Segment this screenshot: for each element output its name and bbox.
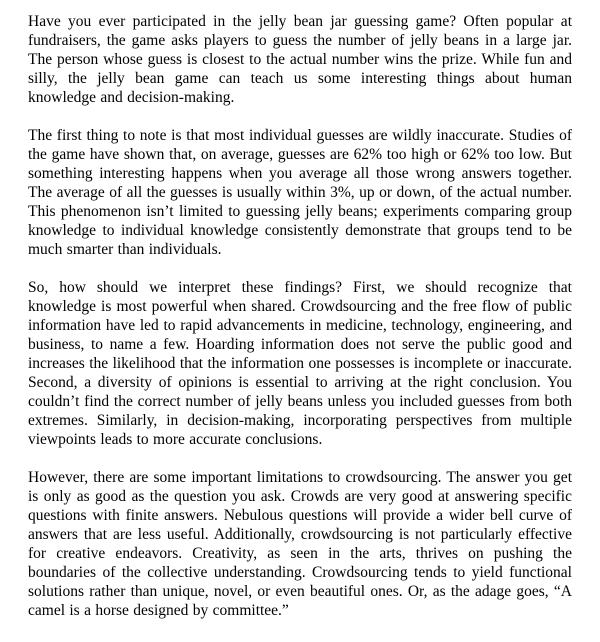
paragraph-guess-accuracy: The first thing to note is that most individual guesses are wildly inaccurate. Studies of the game have shown that, on average, guesses are 62% too high or 62% too low. But something interesting happens when you average all those wrong answers together. The average of all the guesses is usually within 3%, up or down, of the actual number. This phenomenon isn’t limited to guessing jelly beans; experiments comparing group knowledge to individual knowledge consistently demonstrate that groups tend to be much smarter than individuals. [28, 127, 572, 258]
paragraph-jelly-bean-intro: Have you ever participated in the jelly bean jar guessing game? Often popular at fundraisers, the game asks players to guess the number of jelly beans in a large jar. The person whose guess is closest to the actual number wins the prize. While fun and silly, the jelly bean game can teach us some interesting things about human knowledge and decision-making. [28, 13, 572, 106]
paragraph-limitations: However, there are some important limitations to crowdsourcing. The answer you get is only as good as the question you ask. Crowds are very good at answering specific questions with finite answers. Nebulous questions will provide a wider bell curve of answers that are less useful. Additionally, crowdsourcing is not particularly effective for creative endeavors. Creativity, as seen in the arts, thrives on pushing the boundaries of the collective understanding. Crowdsourcing tends to yield functional solutions rather than unique, novel, or even beautiful ones. Or, as the adage goes, “A camel is a horse designed by committee.” [28, 469, 572, 619]
paragraph-interpretation: So, how should we interpret these findings? First, we should recognize that knowledge is most powerful when shared. Crowdsourcing and the free flow of public information have led to rapid advancements in medicine, technology, engineering, and business, to name a few. Hoarding information does not serve the public good and increases the likelihood that the information one possesses is incomplete or inaccurate. Second, a diversity of opinions is essential to arriving at the right conclusion. You couldn’t find the correct number of jelly beans unless you included guesses from both extremes. Similarly, in decision-making, incorporating perspectives from multiple viewpoints leads to more accurate conclusions. [28, 279, 572, 448]
